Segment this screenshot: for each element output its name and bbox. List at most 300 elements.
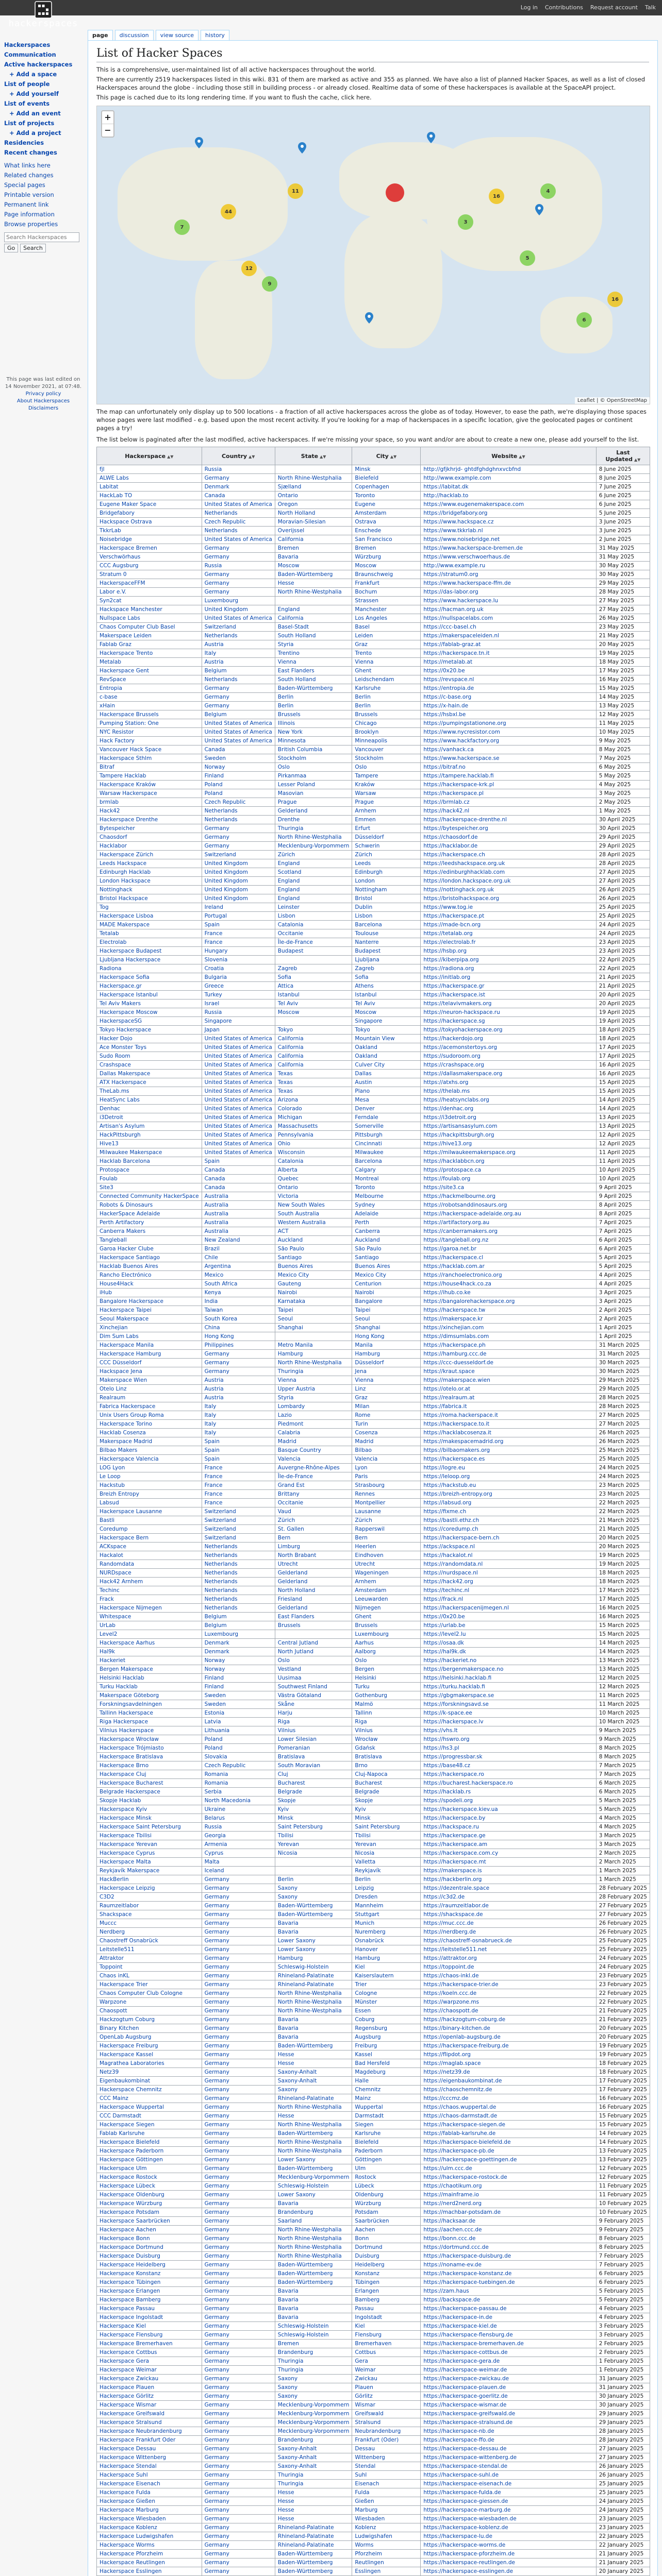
city-cell[interactable]: Malmö <box>352 1700 421 1709</box>
hackerspace-name[interactable]: Hackerspace Passau <box>97 2304 202 2313</box>
hackerspace-name[interactable]: Stratum 0 <box>97 570 202 579</box>
hackerspace-name[interactable]: HackerSpace Adelaide <box>97 1210 202 1218</box>
hackerspace-name[interactable]: Hackerspace Greifswald <box>97 2410 202 2418</box>
website-link[interactable]: https://fablab-karlsruhe.de <box>421 2129 596 2138</box>
country-cell[interactable]: Canada <box>202 1166 275 1175</box>
state-cell[interactable]: North Rhine-Westphalia <box>275 2138 352 2147</box>
website-link[interactable]: https://www.hackerspace-ffm.de <box>421 579 596 588</box>
website-link[interactable]: https://ccc-basel.ch <box>421 623 596 632</box>
country-cell[interactable]: Germany <box>202 2471 275 2480</box>
state-cell[interactable]: Brandenburg <box>275 2348 352 2357</box>
city-cell[interactable]: Münster <box>352 1998 421 2007</box>
website-link[interactable]: https://base48.cz <box>421 1761 596 1770</box>
state-cell[interactable]: Zürich <box>275 851 352 859</box>
state-cell[interactable]: Saxony-Anhalt <box>275 2068 352 2077</box>
city-cell[interactable]: Mannheim <box>352 1902 421 1910</box>
website-link[interactable]: https://www.verschwoerhaus.de <box>421 553 596 562</box>
city-cell[interactable]: Cincinnati <box>352 1140 421 1148</box>
column-header-state[interactable] <box>275 447 352 465</box>
city-cell[interactable]: Ostrava <box>352 518 421 527</box>
hackerspace-name[interactable]: Level2 <box>97 1630 202 1639</box>
sidebar-item[interactable]: + Add yourself <box>9 90 59 97</box>
website-link[interactable]: https://artifactory.org.au <box>421 1218 596 1227</box>
city-cell[interactable]: Toronto <box>352 1183 421 1192</box>
website-link[interactable]: https://hackerspace-stendal.de <box>421 2462 596 2471</box>
country-cell[interactable]: United Kingdom <box>202 868 275 877</box>
city-cell[interactable]: Fulda <box>352 2488 421 2497</box>
website-link[interactable]: https://hackerspace-plauen.de <box>421 2383 596 2392</box>
city-cell[interactable]: Minsk <box>352 1814 421 1823</box>
website-link[interactable]: https://hackerspace-stralsund.de <box>421 2418 596 2427</box>
website-link[interactable]: https://level2.lu <box>421 1630 596 1639</box>
country-cell[interactable]: Germany <box>202 2182 275 2191</box>
hackerspace-name[interactable]: Hackerspace Budapest <box>97 947 202 956</box>
state-cell[interactable]: England <box>275 859 352 868</box>
sidebar-tool-link[interactable]: Special pages <box>4 181 45 189</box>
state-cell[interactable]: Colorado <box>275 1105 352 1113</box>
city-cell[interactable]: Heerlen <box>352 1543 421 1551</box>
hackerspace-name[interactable]: Hack42 <box>97 807 202 816</box>
website-link[interactable]: https://mainframe.io <box>421 2191 596 2199</box>
city-cell[interactable]: Saarbrücken <box>352 2217 421 2226</box>
city-cell[interactable]: Schwerin <box>352 842 421 851</box>
hackerspace-name[interactable]: Hacker Dojo <box>97 1035 202 1043</box>
website-link[interactable]: https://hackerspace.ist <box>421 991 596 999</box>
state-cell[interactable]: British Columbia <box>275 745 352 754</box>
map-cluster[interactable]: 16 <box>607 292 623 307</box>
country-cell[interactable]: United States of America <box>202 1078 275 1087</box>
country-cell[interactable]: Germany <box>202 2383 275 2392</box>
city-cell[interactable]: Siegen <box>352 2121 421 2129</box>
hackerspace-name[interactable]: Hackerspace Cluj <box>97 1770 202 1779</box>
hackerspace-name[interactable]: Hackerspace Freiburg <box>97 2042 202 2050</box>
hackerspace-name[interactable]: Milwaukee Makerspace <box>97 1148 202 1157</box>
hackerspace-name[interactable]: LOG Lyon <box>97 1464 202 1472</box>
website-link[interactable]: https://radiona.org <box>421 964 596 973</box>
state-cell[interactable]: Buenos Aires <box>275 1262 352 1271</box>
state-cell[interactable]: Texas <box>275 1087 352 1096</box>
country-cell[interactable]: Austria <box>202 1385 275 1394</box>
site-logo[interactable] <box>2 1 85 32</box>
website-link[interactable]: https://forskningsavd.se <box>421 1700 596 1709</box>
hackerspace-name[interactable]: Tampere Hacklab <box>97 772 202 781</box>
website-link[interactable]: https://coredump.ch <box>421 1525 596 1534</box>
state-cell[interactable]: Schleswig-Holstein <box>275 2331 352 2340</box>
state-cell[interactable]: Baden-Württemberg <box>275 2042 352 2050</box>
website-link[interactable]: https://entropia.de <box>421 684 596 693</box>
country-cell[interactable]: India <box>202 1297 275 1306</box>
country-cell[interactable]: United States of America <box>202 1122 275 1131</box>
hackerspace-name[interactable]: Hackerspace Wrocław <box>97 1735 202 1744</box>
state-cell[interactable]: Hesse <box>275 2112 352 2121</box>
city-cell[interactable]: Zürich <box>352 1516 421 1525</box>
website-link[interactable]: https://hackerspace.am <box>421 1840 596 1849</box>
country-cell[interactable]: Germany <box>202 2217 275 2226</box>
country-cell[interactable]: Germany <box>202 2226 275 2234</box>
website-link[interactable]: https://flipdot.org <box>421 2050 596 2059</box>
hackerspace-name[interactable]: Fabrica Hackerspace <box>97 1402 202 1411</box>
city-cell[interactable]: Valencia <box>352 1455 421 1464</box>
city-cell[interactable]: Rennes <box>352 1490 421 1499</box>
state-cell[interactable]: Occitanie <box>275 929 352 938</box>
state-cell[interactable]: North Rhine-Westphalia <box>275 2243 352 2252</box>
hackerspace-name[interactable]: Eugene Maker Space <box>97 500 202 509</box>
hackerspace-name[interactable]: Hackerspace Rostock <box>97 2173 202 2182</box>
country-cell[interactable]: Germany <box>202 570 275 579</box>
city-cell[interactable]: Kraków <box>352 781 421 789</box>
country-cell[interactable]: Netherlands <box>202 675 275 684</box>
country-cell[interactable]: Israel <box>202 999 275 1008</box>
state-cell[interactable]: Western Australia <box>275 1218 352 1227</box>
website-link[interactable]: https://hackerspace-drenthe.nl <box>421 816 596 824</box>
city-cell[interactable]: San Francisco <box>352 535 421 544</box>
state-cell[interactable]: Occitanie <box>275 1499 352 1507</box>
country-cell[interactable]: United Kingdom <box>202 859 275 868</box>
hackerspace-name[interactable]: Hackerspace Frankfurt Oder <box>97 2436 202 2445</box>
website-link[interactable]: https://hackerspace-weimar.de <box>421 2366 596 2375</box>
city-cell[interactable]: Stockholm <box>352 754 421 763</box>
country-cell[interactable]: Germany <box>202 2445 275 2453</box>
personal-tool-link[interactable]: Log in <box>520 4 538 11</box>
city-cell[interactable]: Cottbus <box>352 2348 421 2357</box>
city-cell[interactable]: Nijmegen <box>352 1604 421 1613</box>
city-cell[interactable]: Singapore <box>352 1017 421 1026</box>
website-link[interactable]: https://0x20.be <box>421 1613 596 1621</box>
website-link[interactable]: https://hackpittsburgh.org <box>421 1131 596 1140</box>
map-cluster[interactable] <box>386 183 404 202</box>
personal-tool-link[interactable]: Contributions <box>544 4 583 11</box>
sidebar-item[interactable]: + Add a project <box>9 129 61 137</box>
state-cell[interactable]: North Rhine-Westphalia <box>275 2103 352 2112</box>
website-link[interactable]: https://hackerspace.lv <box>421 1718 596 1726</box>
state-cell[interactable]: Leinster <box>275 903 352 912</box>
state-cell[interactable]: Bavaria <box>275 2199 352 2208</box>
website-link[interactable]: https://hackerspace-konstanz.de <box>421 2269 596 2278</box>
website-link[interactable]: https://hack42.nl <box>421 807 596 816</box>
state-cell[interactable]: Saxony <box>275 2086 352 2094</box>
website-link[interactable]: https://metalab.at <box>421 658 596 667</box>
state-cell[interactable]: Tokyo <box>275 1026 352 1035</box>
state-cell[interactable]: Baden-Württemberg <box>275 2164 352 2173</box>
city-cell[interactable]: Budapest <box>352 947 421 956</box>
website-link[interactable]: https://breizh-entropy.org <box>421 1490 596 1499</box>
hackerspace-name[interactable]: Whitespace <box>97 1613 202 1621</box>
country-cell[interactable]: Germany <box>202 2208 275 2217</box>
country-cell[interactable]: Austria <box>202 640 275 649</box>
website-link[interactable]: https://aachen.ccc.de <box>421 2226 596 2234</box>
state-cell[interactable]: Karnataka <box>275 1297 352 1306</box>
country-cell[interactable]: Germany <box>202 2304 275 2313</box>
website-link[interactable]: https://hackerspace-tuebingen.de <box>421 2278 596 2287</box>
state-cell[interactable]: Lower Saxony <box>275 1937 352 1945</box>
country-cell[interactable]: Germany <box>202 2015 275 2024</box>
hackerspace-name[interactable]: ATX Hackerspace <box>97 1078 202 1087</box>
website-link[interactable]: https://x-hain.de <box>421 702 596 710</box>
website-link[interactable]: https://stratum0.org <box>421 570 596 579</box>
hackerspace-name[interactable]: HackPittsburgh <box>97 1131 202 1140</box>
state-cell[interactable]: Minsk <box>275 1814 352 1823</box>
hackerspace-name[interactable]: Makerspace Madrid <box>97 1437 202 1446</box>
state-cell[interactable]: Bremen <box>275 544 352 553</box>
sort-icon[interactable]: ▲▼ <box>249 454 255 459</box>
country-cell[interactable]: Canada <box>202 1183 275 1192</box>
country-cell[interactable]: Germany <box>202 1910 275 1919</box>
website-link[interactable]: https://hackerspace.mt <box>421 1858 596 1867</box>
website-link[interactable]: https://revspace.nl <box>421 675 596 684</box>
hackerspace-name[interactable]: Bilbao Makers <box>97 1446 202 1455</box>
state-cell[interactable]: England <box>275 886 352 894</box>
country-cell[interactable]: Netherlands <box>202 509 275 518</box>
website-link[interactable]: https://hackerspace-greifswald.de <box>421 2410 596 2418</box>
country-cell[interactable]: United States of America <box>202 535 275 544</box>
city-cell[interactable]: Berlin <box>352 693 421 702</box>
map-cluster[interactable]: 44 <box>221 204 236 219</box>
city-cell[interactable]: Utrecht <box>352 1560 421 1569</box>
city-cell[interactable]: Vancouver <box>352 745 421 754</box>
state-cell[interactable]: Västra Götaland <box>275 1691 352 1700</box>
hackerspace-name[interactable]: brmlab <box>97 798 202 807</box>
state-cell[interactable]: North Rhine-Westphalia <box>275 588 352 597</box>
website-link[interactable]: https://nullspacelabs.com <box>421 614 596 623</box>
country-cell[interactable]: United Kingdom <box>202 894 275 903</box>
city-cell[interactable]: Düsseldorf <box>352 1359 421 1367</box>
state-cell[interactable]: Ontario <box>275 492 352 500</box>
state-cell[interactable]: Hesse <box>275 2059 352 2068</box>
state-cell[interactable]: Yerevan <box>275 1840 352 1849</box>
city-cell[interactable]: Reutlingen <box>352 2558 421 2567</box>
hackerspace-name[interactable]: Hackerspace Hamburg <box>97 1350 202 1359</box>
city-cell[interactable]: Riga <box>352 1718 421 1726</box>
country-cell[interactable]: Canada <box>202 745 275 754</box>
city-cell[interactable]: Bielefeld <box>352 2138 421 2147</box>
state-cell[interactable]: Saxony <box>275 2392 352 2401</box>
state-cell[interactable]: Skåne <box>275 1700 352 1709</box>
website-link[interactable]: https://openlab-augsburg.de <box>421 2033 596 2042</box>
website-link[interactable]: https://www.noisebridge.net <box>421 535 596 544</box>
hackerspace-name[interactable]: Hackerspace Tbilisi <box>97 1832 202 1840</box>
city-cell[interactable]: Athens <box>352 982 421 991</box>
hackerspace-name[interactable]: Hack42 Arnhem <box>97 1578 202 1586</box>
country-cell[interactable]: Netherlands <box>202 1551 275 1560</box>
website-link[interactable]: https://backspace.de <box>421 2296 596 2304</box>
city-cell[interactable]: Rostock <box>352 2173 421 2182</box>
state-cell[interactable]: Pirkanmaa <box>275 772 352 781</box>
state-cell[interactable]: Seoul <box>275 1315 352 1324</box>
hackerspace-name[interactable]: Hackerspace Brno <box>97 1761 202 1770</box>
state-cell[interactable]: Thuringia <box>275 2357 352 2366</box>
country-cell[interactable]: United States of America <box>202 1105 275 1113</box>
city-cell[interactable]: Edinburgh <box>352 868 421 877</box>
hackerspace-name[interactable]: Bitraf <box>97 763 202 772</box>
state-cell[interactable]: Zagreb <box>275 964 352 973</box>
state-cell[interactable]: Baden-Württemberg <box>275 570 352 579</box>
sidebar-item[interactable]: Residencies <box>4 139 44 146</box>
country-cell[interactable]: Chile <box>202 1253 275 1262</box>
country-cell[interactable]: Germany <box>202 2340 275 2348</box>
hackerspace-name[interactable]: Hacklab Barcelona <box>97 1157 202 1166</box>
state-cell[interactable]: Rhineland-Palatinate <box>275 2532 352 2541</box>
state-cell[interactable]: Berlin <box>275 702 352 710</box>
city-cell[interactable]: Wuppertal <box>352 2103 421 2112</box>
website-link[interactable]: https://helsinki.hacklab.fi <box>421 1674 596 1683</box>
city-cell[interactable]: Kaiserslautern <box>352 1972 421 1980</box>
website-link[interactable]: https://bangalorehackerspace.org <box>421 1297 596 1306</box>
country-cell[interactable]: Germany <box>202 2191 275 2199</box>
country-cell[interactable]: Netherlands <box>202 527 275 535</box>
website-link[interactable]: https://nurdspace.nl <box>421 1569 596 1578</box>
website-link[interactable]: https://hackerdojo.org <box>421 1035 596 1043</box>
city-cell[interactable]: Halle <box>352 2077 421 2086</box>
country-cell[interactable]: Germany <box>202 1980 275 1989</box>
website-link[interactable]: https://hackerspace.com.cy <box>421 1849 596 1858</box>
city-cell[interactable]: Brussels <box>352 710 421 719</box>
state-cell[interactable]: Bavaria <box>275 2313 352 2322</box>
state-cell[interactable]: Vestland <box>275 1665 352 1674</box>
website-link[interactable]: http://www.example.com <box>421 474 596 483</box>
state-cell[interactable]: Thuringia <box>275 2480 352 2488</box>
country-cell[interactable]: Switzerland <box>202 1507 275 1516</box>
city-cell[interactable]: Erfurt <box>352 824 421 833</box>
city-cell[interactable]: Bad Hersfeld <box>352 2059 421 2068</box>
hackerspace-name[interactable]: Robots & Dinosaurs <box>97 1201 202 1210</box>
hackerspace-name[interactable]: Hackerspace Würzburg <box>97 2199 202 2208</box>
country-cell[interactable]: Australia <box>202 1210 275 1218</box>
country-cell[interactable]: Turkey <box>202 991 275 999</box>
city-cell[interactable]: Erlangen <box>352 2287 421 2296</box>
hackerspace-name[interactable]: Hackerspace Marburg <box>97 2506 202 2515</box>
website-link[interactable]: https://tokyohackerspace.org <box>421 1026 596 1035</box>
state-cell[interactable]: Brussels <box>275 1621 352 1630</box>
country-cell[interactable]: Germany <box>202 2042 275 2050</box>
country-cell[interactable]: Iceland <box>202 1867 275 1875</box>
hackerspace-name[interactable]: Dallas Makerspace <box>97 1070 202 1078</box>
sidebar-tool-link[interactable]: Browse properties <box>4 221 58 228</box>
country-cell[interactable]: Germany <box>202 2506 275 2515</box>
city-cell[interactable]: Mainz <box>352 2094 421 2103</box>
state-cell[interactable]: Bavaria <box>275 553 352 562</box>
country-cell[interactable]: Germany <box>202 1972 275 1980</box>
state-cell[interactable]: Rhineland-Palatinate <box>275 1980 352 1989</box>
city-cell[interactable]: Wageningen <box>352 1569 421 1578</box>
hackerspace-name[interactable]: Hackerspace Trier <box>97 1980 202 1989</box>
state-cell[interactable]: Île-de-France <box>275 1472 352 1481</box>
state-cell[interactable]: Lower Saxony <box>275 2156 352 2164</box>
city-cell[interactable]: Somerville <box>352 1122 421 1131</box>
website-link[interactable]: https://hackerspacenijmegen.nl <box>421 1604 596 1613</box>
website-link[interactable]: https://hackerspace-goettingen.de <box>421 2156 596 2164</box>
city-cell[interactable]: Koblenz <box>352 2523 421 2532</box>
country-cell[interactable]: Serbia <box>202 1788 275 1797</box>
website-link[interactable]: https://bristolhackspace.org <box>421 894 596 903</box>
state-cell[interactable]: Saxony-Anhalt <box>275 2453 352 2462</box>
hackerspace-name[interactable]: Hackerspace Wittenberg <box>97 2453 202 2462</box>
country-cell[interactable]: Germany <box>202 2261 275 2269</box>
hackerspace-name[interactable]: Belgrade Hackerspace <box>97 1788 202 1797</box>
country-cell[interactable]: Bulgaria <box>202 973 275 982</box>
website-link[interactable]: http://hacklab.to <box>421 492 596 500</box>
city-cell[interactable]: Esslingen <box>352 2567 421 2576</box>
city-cell[interactable]: Turku <box>352 1683 421 1691</box>
country-cell[interactable]: Germany <box>202 2059 275 2068</box>
tab-view-source[interactable]: view source <box>156 30 198 40</box>
website-link[interactable]: https://london.hackspace.org.uk <box>421 877 596 886</box>
country-cell[interactable]: Austria <box>202 1394 275 1402</box>
hackerspace-name[interactable]: Labsud <box>97 1499 202 1507</box>
state-cell[interactable]: Moravian-Silesian <box>275 518 352 527</box>
website-link[interactable]: https://dezentrale.space <box>421 1884 596 1893</box>
hackerspace-name[interactable]: Forskningsavdelningen <box>97 1700 202 1709</box>
hackerspace-name[interactable]: Hackerspace Santiago <box>97 1253 202 1262</box>
hackerspace-name[interactable]: Hackerspace Kiel <box>97 2322 202 2331</box>
website-link[interactable]: https://hack42.org <box>421 1578 596 1586</box>
city-cell[interactable]: Gdańsk <box>352 1744 421 1753</box>
state-cell[interactable]: Baden-Württemberg <box>275 2269 352 2278</box>
hackerspace-name[interactable]: Hackerspace Zürich <box>97 851 202 859</box>
hackerspace-name[interactable]: Hackerspace Görlitz <box>97 2392 202 2401</box>
country-cell[interactable]: Germany <box>202 2024 275 2033</box>
hackerspace-name[interactable]: House4Hack <box>97 1280 202 1289</box>
website-link[interactable]: https://dallasmakerspace.org <box>421 1070 596 1078</box>
city-cell[interactable]: Hanover <box>352 1945 421 1954</box>
state-cell[interactable]: Rhineland-Palatinate <box>275 1972 352 1980</box>
city-cell[interactable]: Tallinn <box>352 1709 421 1718</box>
map-cluster[interactable]: 4 <box>540 183 556 199</box>
city-cell[interactable]: Montreal <box>352 1175 421 1183</box>
website-link[interactable]: https://hackerspace-gera.de <box>421 2357 596 2366</box>
country-cell[interactable]: Germany <box>202 2497 275 2506</box>
hackerspace-name[interactable]: Hackerspace Kraków <box>97 781 202 789</box>
state-cell[interactable]: Bavaria <box>275 2287 352 2296</box>
state-cell[interactable]: Cluj <box>275 1770 352 1779</box>
city-cell[interactable]: Graz <box>352 640 421 649</box>
city-cell[interactable]: Lübeck <box>352 2182 421 2191</box>
hackerspace-name[interactable]: Xinchejian <box>97 1324 202 1332</box>
city-cell[interactable]: Magdeburg <box>352 2068 421 2077</box>
website-link[interactable]: https://hackerspace.by <box>421 1814 596 1823</box>
hackerspace-name[interactable]: CCC Mainz <box>97 2094 202 2103</box>
hackerspace-name[interactable]: Techinc <box>97 1586 202 1595</box>
website-link[interactable]: https://hackerspace-wittenberg.de <box>421 2453 596 2462</box>
website-link[interactable]: https://netz39.de <box>421 2068 596 2077</box>
hackerspace-name[interactable]: Radiona <box>97 964 202 973</box>
state-cell[interactable]: Vienna <box>275 1376 352 1385</box>
city-cell[interactable]: Braunschweig <box>352 570 421 579</box>
country-cell[interactable]: Malta <box>202 1858 275 1867</box>
city-cell[interactable]: Arnhem <box>352 807 421 816</box>
hackerspace-name[interactable]: Hackspace Jena <box>97 1367 202 1376</box>
hackerspace-name[interactable]: Hack Factory <box>97 737 202 745</box>
country-cell[interactable]: Denmark <box>202 483 275 492</box>
state-cell[interactable]: ACT <box>275 1227 352 1236</box>
sort-icon[interactable]: ▲▼ <box>634 457 641 462</box>
country-cell[interactable]: United States of America <box>202 1096 275 1105</box>
country-cell[interactable]: Belgium <box>202 667 275 675</box>
city-cell[interactable]: Rome <box>352 1411 421 1420</box>
city-cell[interactable]: Osnabrück <box>352 1937 421 1945</box>
tab-history[interactable]: history <box>201 30 229 40</box>
state-cell[interactable]: Piedmont <box>275 1420 352 1429</box>
website-link[interactable]: https://hackerspace-siegen.de <box>421 2121 596 2129</box>
map-attribution[interactable]: Leaflet | © OpenStreetMap <box>575 397 650 404</box>
city-cell[interactable]: Freiburg <box>352 2042 421 2050</box>
country-cell[interactable]: South Korea <box>202 1315 275 1324</box>
country-cell[interactable]: Czech Republic <box>202 518 275 527</box>
state-cell[interactable]: Mexico City <box>275 1271 352 1280</box>
country-cell[interactable]: Portugal <box>202 912 275 921</box>
city-cell[interactable]: Auckland <box>352 1236 421 1245</box>
city-cell[interactable]: Ghent <box>352 1613 421 1621</box>
city-cell[interactable]: Oslo <box>352 763 421 772</box>
